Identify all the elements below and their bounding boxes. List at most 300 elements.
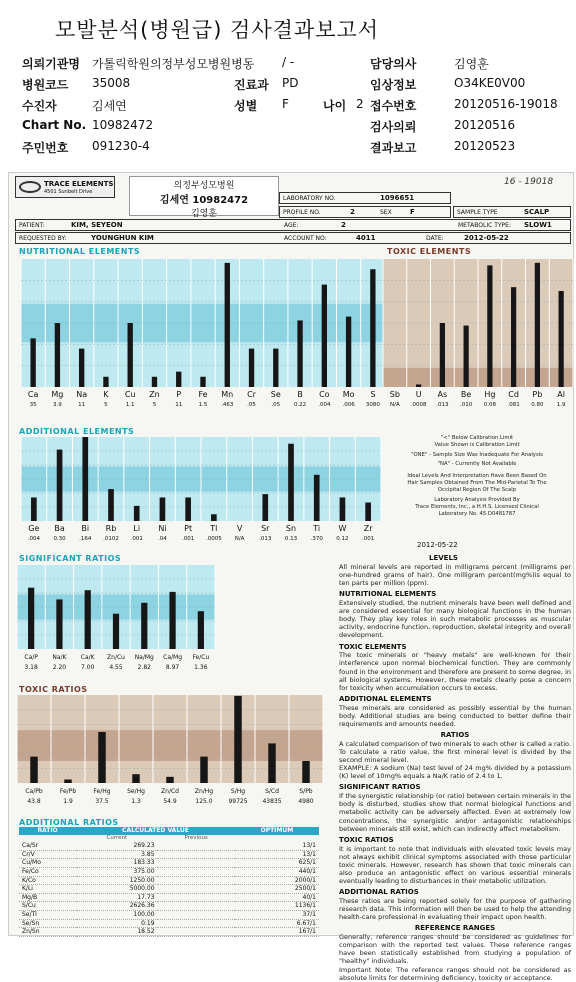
- legend-line: Laboratory Analysis Provided By: [434, 496, 520, 503]
- table-cell: 100.00: [76, 910, 157, 919]
- info-paragraph: The toxic minerals or "heavy metals" are well-known for their interference upon normal biochemical function. They are commonly found in the environment and therefore are present to some degree, in all biological systems. However, these metals clearly pose a concern for toxicity when accumulation occurs to excess.: [339, 651, 571, 692]
- legend-line: "ONE" - Sample Size Was Inadequate For Analysis: [411, 452, 543, 459]
- category-label: Fe: [198, 390, 208, 399]
- field-value: 20120523: [454, 139, 516, 153]
- field-label: 수진자: [22, 99, 57, 113]
- category-label: U: [415, 390, 422, 399]
- bar: [440, 323, 445, 387]
- value-label: 54.9: [163, 798, 177, 805]
- metabolic-value: SLOW1: [524, 221, 552, 229]
- value-label: .0008: [410, 402, 427, 408]
- value-label: 1.9: [556, 402, 566, 408]
- bar: [225, 263, 230, 387]
- bar: [211, 514, 217, 521]
- info-paragraph: Generally, reference ranges should be considered as guidelines for comparison with the reported test values. These reference ranges have been statistically established from studying a population of "healthy" individuals.: [339, 933, 571, 966]
- bar: [82, 437, 88, 521]
- table-cell: Cr/V: [19, 850, 76, 859]
- sub-header: Previous: [184, 834, 208, 841]
- section-additional: ADDITIONAL ELEMENTS: [19, 427, 135, 436]
- table-cell: 375.00: [76, 867, 157, 876]
- significant-ratios-chart: [17, 563, 215, 675]
- value-label: 1.36: [194, 664, 208, 671]
- field-value: 가톨릭학원의정부성모병원병동: [92, 57, 255, 71]
- field-value: / -: [282, 55, 295, 69]
- category-label: Mo: [342, 390, 355, 399]
- bar: [108, 489, 114, 521]
- info-paragraph: Extensively studied, the nutrient minerals have been well defined and are considered essential for many biological functions in the human body. They play key roles in such metabolic processes as muscular activity, endocrine function, reproduction, skeletal integrity and overall development.: [339, 598, 571, 640]
- category-label: Bi: [81, 524, 90, 533]
- table-row: [19, 919, 319, 928]
- category-label: S/Cd: [265, 788, 279, 795]
- table-cell: [158, 910, 235, 919]
- field-label: 성별: [234, 99, 258, 113]
- table-row: [19, 876, 319, 885]
- value-label: .04: [158, 536, 167, 542]
- lab-number-label: LABORATORY NO.: [283, 195, 336, 202]
- table-cell: [158, 859, 235, 868]
- value-label: 43835: [262, 798, 282, 805]
- table-cell: Mg/B: [19, 893, 76, 902]
- category-label: Cd: [508, 390, 519, 399]
- value-label: .004: [318, 402, 331, 408]
- age-value: 2: [341, 221, 346, 229]
- category-label: Zn: [149, 390, 160, 399]
- bar: [322, 285, 327, 387]
- sample-box: [453, 206, 571, 218]
- field-label: 임상정보: [370, 78, 417, 92]
- bar: [288, 444, 294, 521]
- patient-label: PATIENT:: [19, 222, 45, 229]
- category-label: Tl: [210, 524, 218, 533]
- category-label: Fe/Cu: [192, 654, 210, 661]
- metabolic-label: METABOLIC TYPE:: [458, 222, 511, 229]
- legend-line: "<" Below Calibration Limit: [440, 435, 514, 441]
- bar: [273, 349, 278, 387]
- legend-line: Laboratory No. 45 D0481787: [438, 511, 516, 518]
- category-label: Ca/K: [80, 654, 95, 661]
- value-label: 43.8: [27, 798, 41, 805]
- value-label: 4980: [298, 798, 314, 805]
- field-value: 35008: [92, 76, 131, 90]
- bar: [30, 757, 37, 783]
- category-label: P: [176, 390, 182, 399]
- bar: [31, 497, 37, 521]
- lab-name: TRACE ELEMENTS: [44, 180, 114, 188]
- bar: [152, 377, 157, 387]
- sex-label: SEX: [380, 209, 392, 216]
- table-cell: Fe/Co: [19, 867, 76, 876]
- bar: [176, 372, 181, 387]
- category-label: Na/Mg: [134, 654, 154, 661]
- field-label: 접수번호: [370, 99, 417, 113]
- table-cell: [158, 885, 235, 894]
- field-label: 검사의뢰: [370, 120, 417, 134]
- category-label: Ca/P: [24, 654, 38, 661]
- category-label: Cr: [247, 390, 256, 399]
- field-label: 진료과: [234, 78, 269, 92]
- bar: [302, 761, 309, 783]
- info-heading: TOXIC RATIOS: [339, 835, 394, 844]
- category-label: Co: [319, 390, 330, 399]
- section-nutritional: NUTRITIONAL ELEMENTS: [19, 247, 141, 256]
- info-heading: REFERENCE RANGES: [414, 924, 496, 933]
- value-label: 1.5: [198, 402, 208, 408]
- value-label: .05: [247, 402, 256, 408]
- value-label: .081: [507, 402, 520, 408]
- value-label: 8.97: [165, 664, 180, 671]
- hospital-stamp: [129, 176, 279, 219]
- category-label: S: [370, 390, 376, 399]
- category-label: Ni: [158, 524, 167, 533]
- table-cell: Se/Tl: [19, 910, 76, 919]
- bar: [487, 265, 492, 387]
- bar: [559, 291, 564, 387]
- bar: [64, 779, 71, 783]
- category-label: Zn/Cd: [161, 788, 179, 795]
- category-label: V: [236, 524, 243, 533]
- category-label: S/Pb: [299, 788, 313, 795]
- field-value: 091230-4: [92, 139, 150, 153]
- table-cell: 37/1: [235, 910, 319, 919]
- category-label: Ca: [27, 390, 39, 399]
- bar: [56, 599, 62, 649]
- info-paragraph: These minerals are considered as possibly essential by the human body. Additional studies are being conducted to better define their requirements and amounts needed.: [339, 703, 571, 728]
- table-row: [19, 928, 319, 937]
- table-cell: 18.52: [76, 928, 157, 937]
- table-cell: Se/Sn: [19, 919, 76, 928]
- bar: [30, 338, 35, 387]
- bar: [141, 603, 147, 649]
- table-cell: 0.19: [76, 919, 157, 928]
- table-cell: [158, 876, 235, 885]
- table-cell: 2000/1: [235, 876, 319, 885]
- table-cell: S/Cu: [19, 902, 76, 911]
- table-row: [19, 902, 319, 911]
- category-label: Al: [557, 390, 565, 399]
- category-label: Mn: [221, 390, 234, 399]
- bar: [200, 757, 207, 783]
- table-cell: 625/1: [235, 859, 319, 868]
- legend-box: [387, 435, 567, 535]
- patient-row: [15, 219, 571, 231]
- value-label: .05: [271, 402, 281, 408]
- bar: [85, 590, 91, 649]
- sample-value: SCALP: [524, 208, 550, 216]
- bar: [511, 287, 516, 387]
- bar: [113, 614, 119, 649]
- table-row: [19, 867, 319, 876]
- value-label: 0.30: [53, 536, 66, 542]
- toxic-ratios-chart: [17, 693, 323, 811]
- table-cell: 13/1: [235, 842, 319, 850]
- category-label: Ba: [54, 524, 65, 533]
- category-label: Ge: [28, 524, 40, 533]
- field-label: 나이: [323, 99, 347, 113]
- signature-date: 2012-05-22: [417, 541, 458, 549]
- info-paragraph: A calculated comparison of two minerals to each other is called a ratio. To calculate a ratio value, the first mineral level is divided by the second mineral level.: [339, 739, 571, 764]
- value-label: 11: [175, 402, 183, 408]
- info-heading: SIGNIFICANT RATIOS: [339, 783, 421, 792]
- field-label: Chart No.: [22, 118, 87, 132]
- legend-line: Ideal Levels And Interpretation Have Been Based On: [407, 472, 547, 479]
- stamp-doctor: 김영훈: [190, 209, 218, 219]
- section-significant-ratios: SIGNIFICANT RATIOS: [19, 554, 122, 563]
- value-label: 4.55: [109, 664, 123, 671]
- field-value: 10982472: [92, 118, 154, 132]
- normal-range-band: [17, 730, 323, 761]
- table-cell: 17.73: [76, 893, 157, 902]
- toxic-chart: [383, 255, 573, 415]
- field-value: 김세연: [92, 99, 127, 113]
- bar: [340, 497, 346, 521]
- category-label: Pt: [184, 524, 193, 533]
- additional-chart: [21, 435, 381, 549]
- value-label: N/A: [390, 402, 400, 408]
- nutritional-chart: [21, 255, 385, 415]
- table-cell: 6.67/1: [235, 919, 319, 928]
- category-label: K: [103, 390, 109, 399]
- legend-line: Hair Samples Obtained From The Mid-Parietal To The: [407, 479, 547, 486]
- field-label: 주민번호: [22, 141, 69, 155]
- bar: [185, 497, 191, 521]
- table-cell: [158, 867, 235, 876]
- info-paragraph: If the synergistic relationship (or ratio) between certain minerals in the body is disturbed, studies show that normal biological functions and metabolic activity can be adversely affected. Even at extremely low concentrations, the synergistic and/or antagonistic relationships between minerals still exist, which can indirectly affect metabolism.: [339, 792, 571, 833]
- category-label: Li: [133, 524, 141, 533]
- bar: [268, 743, 275, 783]
- col-header: CALCULATED VALUE: [76, 827, 235, 835]
- lab-number-box: [279, 192, 451, 204]
- report-title: 모발분석(병원급) 검사결과보고서: [55, 18, 380, 42]
- category-label: Se/Hg: [127, 788, 145, 795]
- table-cell: [158, 842, 235, 850]
- bar: [79, 349, 84, 387]
- date-label: DATE:: [426, 235, 444, 242]
- table-row: [19, 850, 319, 859]
- table-cell: [158, 902, 235, 911]
- bar: [28, 588, 34, 649]
- value-label: 35: [29, 402, 37, 408]
- lab-logo-mark: [19, 181, 41, 193]
- field-value: 20120516-19018: [454, 97, 558, 111]
- bar: [234, 696, 241, 783]
- value-label: .001: [182, 536, 195, 542]
- lab-number: 1096651: [380, 194, 415, 202]
- field-value: 2: [356, 97, 364, 111]
- field-label: 결과보고: [370, 141, 417, 155]
- requested-label: REQUESTED BY:: [19, 235, 67, 242]
- value-label: 0.80: [531, 402, 544, 408]
- category-label: Sr: [261, 524, 270, 533]
- table-cell: 1136/1: [235, 902, 319, 911]
- category-label: Zn/Hg: [194, 788, 214, 795]
- info-heading: RATIOS: [440, 731, 470, 739]
- field-value: 20120516: [454, 118, 516, 132]
- value-label: .001: [130, 536, 143, 542]
- requested-value: YOUNGHUN KIM: [91, 234, 154, 242]
- additional-ratios-table: [19, 827, 319, 937]
- value-label: .010: [460, 402, 473, 408]
- info-paragraph: All mineral levels are reported in milligrams percent (milligrams per one-hundred grams of hair). One milligram percent(mg%)is equal to ten parts per million (ppm).: [339, 562, 571, 587]
- info-paragraph: These ratios are being reported solely for the purpose of gathering research data. This information will then be used to help the attending health-care professional in evaluating their impact upon health.: [339, 896, 571, 922]
- table-cell: 269.23: [76, 842, 157, 850]
- bar: [103, 377, 108, 387]
- category-label: Hg: [484, 390, 496, 399]
- info-heading: ADDITIONAL ELEMENTS: [339, 694, 432, 703]
- bar: [262, 494, 268, 521]
- info-paragraph: Important Note: The reference ranges should not be considered as absolute limits for determining deficiency, toxicity or acceptance.: [339, 965, 571, 982]
- bar: [166, 777, 173, 783]
- profile-value: 2: [350, 208, 355, 216]
- bar: [128, 323, 133, 387]
- value-label: 0.13: [284, 536, 298, 542]
- table-row: [19, 859, 319, 868]
- category-label: Cu: [124, 390, 136, 399]
- table-cell: 13/1: [235, 850, 319, 859]
- value-label: .463: [221, 402, 234, 408]
- bar: [365, 503, 371, 521]
- patient-value: KIM, SEYEON: [71, 221, 123, 229]
- bar: [160, 497, 166, 521]
- age-label: AGE:: [284, 222, 299, 229]
- table-cell: 183.33: [76, 859, 157, 868]
- bar: [249, 349, 254, 387]
- value-label: .0102: [103, 536, 119, 542]
- category-label: Ca/Mg: [163, 654, 183, 661]
- category-label: Sn: [285, 524, 297, 533]
- field-label: 담당의사: [370, 57, 417, 71]
- value-label: 7.00: [81, 664, 95, 671]
- value-label: .001: [362, 536, 375, 542]
- value-label: 1.3: [131, 798, 141, 805]
- table-cell: [158, 928, 235, 937]
- table-row: [19, 910, 319, 919]
- bar: [464, 326, 469, 387]
- table-cell: 167/1: [235, 928, 319, 937]
- value-label: N/A: [234, 536, 245, 542]
- sex-value: F: [410, 208, 415, 216]
- col-header: RATIO: [19, 827, 76, 835]
- bar: [535, 263, 540, 387]
- field-value: O34KE0V00: [454, 76, 526, 90]
- stamp-patient: 김세연 10982472: [159, 195, 249, 206]
- bar: [370, 269, 375, 387]
- bar: [134, 506, 140, 521]
- legend-line: Value Shown is Calibration Limit: [434, 442, 520, 449]
- table-cell: 440/1: [235, 867, 319, 876]
- profile-box: [279, 206, 451, 218]
- info-text: [339, 551, 571, 982]
- info-heading: LEVELS: [429, 554, 458, 562]
- table-cell: 40/1: [235, 893, 319, 902]
- value-label: 3.18: [24, 664, 38, 671]
- category-label: Rb: [105, 524, 117, 533]
- account-value: 4011: [356, 234, 376, 242]
- table-row: [19, 885, 319, 894]
- category-label: W: [338, 524, 347, 533]
- field-value: PD: [282, 76, 299, 90]
- legend-line: "NA" - Currently Not Available: [437, 461, 517, 468]
- value-label: .164: [79, 536, 92, 542]
- value-label: 125.0: [195, 798, 213, 805]
- value-label: .013: [436, 402, 449, 408]
- value-label: 0.12: [336, 536, 349, 542]
- legend-line: Trace Elements, Inc., a H.H.S. Licensed Clinical: [415, 504, 539, 511]
- table-cell: Zn/Sn: [19, 928, 76, 937]
- category-label: B: [297, 390, 303, 399]
- value-label: 1.9: [63, 798, 73, 805]
- table-cell: 2500/1: [235, 885, 319, 894]
- category-label: Ti: [313, 524, 321, 533]
- table-cell: Cu/Mo: [19, 859, 76, 868]
- info-heading: NUTRITIONAL ELEMENTS: [339, 590, 437, 599]
- field-label: 의뢰기관명: [22, 57, 80, 71]
- bar: [314, 475, 320, 521]
- table-cell: K/Co: [19, 876, 76, 885]
- value-label: 5: [152, 402, 157, 408]
- info-paragraph: EXAMPLE: A sodium (Na) test level of 24 mg% divided by a potassium (K) level of 10mg% equals a Na/K ratio of 2.4 to 1.: [339, 764, 571, 781]
- value-label: 5: [104, 402, 108, 408]
- table-cell: [158, 919, 235, 928]
- value-label: 99725: [228, 798, 248, 805]
- legend-line: Occipital Region Of The Scalp: [437, 486, 517, 493]
- sample-label: SAMPLE TYPE: [457, 209, 498, 216]
- bar: [55, 323, 60, 387]
- bar: [200, 377, 205, 387]
- value-label: 0.22: [293, 402, 307, 408]
- category-label: S/Hg: [230, 788, 246, 795]
- bar: [132, 774, 139, 783]
- table-cell: 3.85: [76, 850, 157, 859]
- category-label: Pb: [532, 390, 543, 399]
- value-label: .006: [342, 402, 355, 408]
- value-label: 2.82: [137, 664, 151, 671]
- value-label: 0.08: [483, 402, 496, 408]
- date-value: 2012-05-22: [464, 234, 509, 242]
- table-cell: Ca/Sr: [19, 842, 76, 850]
- bar: [416, 384, 421, 387]
- bar: [57, 450, 63, 521]
- category-label: Ca/Pb: [25, 788, 43, 795]
- field-label: 병원코드: [22, 78, 69, 92]
- section-toxic-ratios: TOXIC RATIOS: [19, 685, 88, 694]
- table-row: [19, 842, 319, 850]
- table-row: [19, 893, 319, 902]
- table-cell: 2626.36: [76, 902, 157, 911]
- category-label: Na: [76, 390, 88, 399]
- category-label: Fe/Pb: [59, 788, 77, 795]
- profile-label: PROFILE NO.: [283, 209, 321, 216]
- category-label: Se: [270, 390, 281, 399]
- account-label: ACCOUNT NO:: [284, 235, 327, 242]
- category-label: Zr: [363, 524, 373, 533]
- bar: [198, 611, 204, 649]
- field-value: 김영훈: [454, 57, 489, 71]
- requested-row: [15, 232, 571, 244]
- value-label: .013: [259, 536, 272, 542]
- category-label: Mg: [51, 390, 64, 399]
- category-label: Sb: [389, 390, 400, 399]
- table-cell: 1250.00: [76, 876, 157, 885]
- value-label: .370: [310, 536, 323, 542]
- section-toxic: TOXIC ELEMENTS: [387, 247, 472, 256]
- table-cell: 5000.00: [76, 885, 157, 894]
- stamp-hospital: 의정부성모병원: [173, 181, 235, 191]
- col-header: OPTIMUM: [235, 827, 319, 835]
- category-label: Na/K: [52, 654, 67, 661]
- handwritten-note: 16 - 19018: [504, 177, 554, 187]
- sub-header: Current: [106, 834, 128, 841]
- info-heading: ADDITIONAL RATIOS: [339, 888, 419, 897]
